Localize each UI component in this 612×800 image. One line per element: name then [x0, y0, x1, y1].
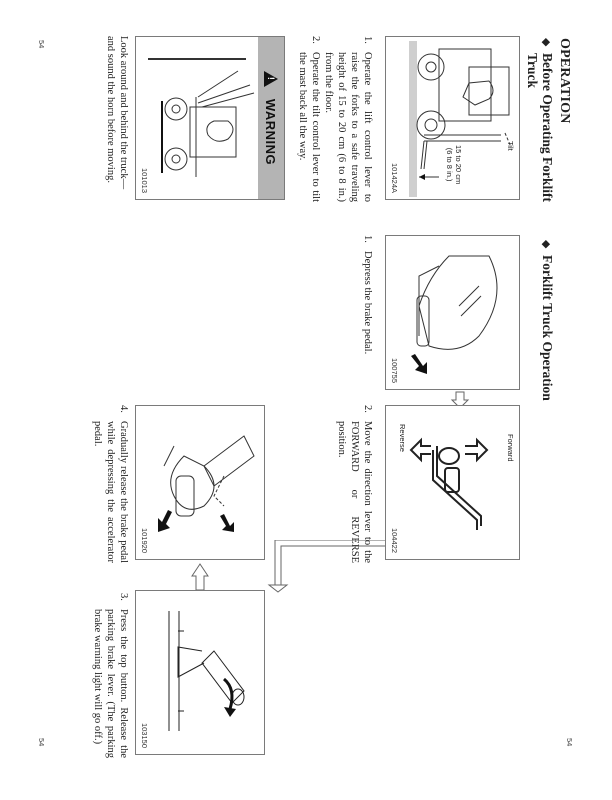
- figure-code: 104422: [390, 527, 399, 553]
- before-operating-title-line2: Truck: [525, 53, 540, 89]
- figure-code: 100755: [390, 357, 399, 383]
- before-operating-heading: [525, 38, 554, 238]
- page-number: 54: [37, 738, 46, 747]
- step-2-text: 2. Move the direction lever to the FORWARD or REVERSE position.: [336, 405, 373, 563]
- before-operating-steps: [296, 36, 374, 202]
- step-3-text: 3. Press the top button. Release the parking brake lever. (The parking brake warning light will go off.): [92, 593, 129, 758]
- forklift-operation-title: Forklift Truck Operation: [540, 255, 555, 401]
- page-number: 54: [37, 40, 46, 49]
- figure-code: 101920: [140, 527, 149, 553]
- fork-height-label: 15 to 20 cm (6 to 8 in.): [445, 145, 463, 185]
- reverse-label: Reverse: [398, 424, 407, 452]
- warning-box: [135, 36, 285, 200]
- figure-code: 103150: [140, 722, 149, 748]
- warning-text: Look around and behind the truck—and sound the horn before moving.: [105, 36, 129, 190]
- warning-triangle-icon: !: [264, 71, 278, 87]
- foot-pedals-illustration: [134, 406, 264, 561]
- tilt-label: Tilt: [506, 141, 515, 151]
- forward-label: Forward: [506, 434, 515, 462]
- diamond-bullet-icon: ◆: [540, 38, 552, 47]
- figure-code: 101013: [140, 167, 149, 193]
- forklift-lift-figure: [385, 36, 520, 200]
- brake-pedal-figure: [385, 235, 520, 390]
- section-title: OPERATION: [557, 38, 572, 124]
- direction-lever-figure: [385, 405, 520, 560]
- warning-band: [258, 37, 284, 199]
- step-4-text: 4. Gradually release the brake pedal while depressing the accelerator pedal.: [92, 405, 129, 563]
- diamond-bullet-icon: ◆: [540, 240, 552, 249]
- arrow-left-icon: [190, 562, 210, 592]
- parking-brake-figure: [135, 590, 265, 755]
- warning-label: WARNING: [263, 98, 279, 166]
- step-item: 2. Operate the tilt control lever to tilt the mast back all the way.: [297, 36, 321, 202]
- parking-brake-lever-illustration: [134, 591, 264, 756]
- step-item: 1. Operate the lift control lever to raise the forks to a safe traveling height of 15 to 20 cm (6 to 8 in.) from the floor.: [323, 36, 373, 202]
- step-1-text: 1. Depress the brake pedal.: [362, 235, 373, 355]
- figure-code: 101424A: [390, 162, 399, 193]
- page-number: 54: [565, 738, 574, 747]
- foot-on-brake-illustration: [384, 236, 519, 391]
- flow-connector: [247, 540, 387, 800]
- forklift-operation-heading: [539, 240, 554, 540]
- operator-looking-back-illustration: [136, 37, 258, 201]
- accelerator-figure: [135, 405, 265, 560]
- before-operating-title-line1: Before Operating Forklift: [540, 53, 555, 202]
